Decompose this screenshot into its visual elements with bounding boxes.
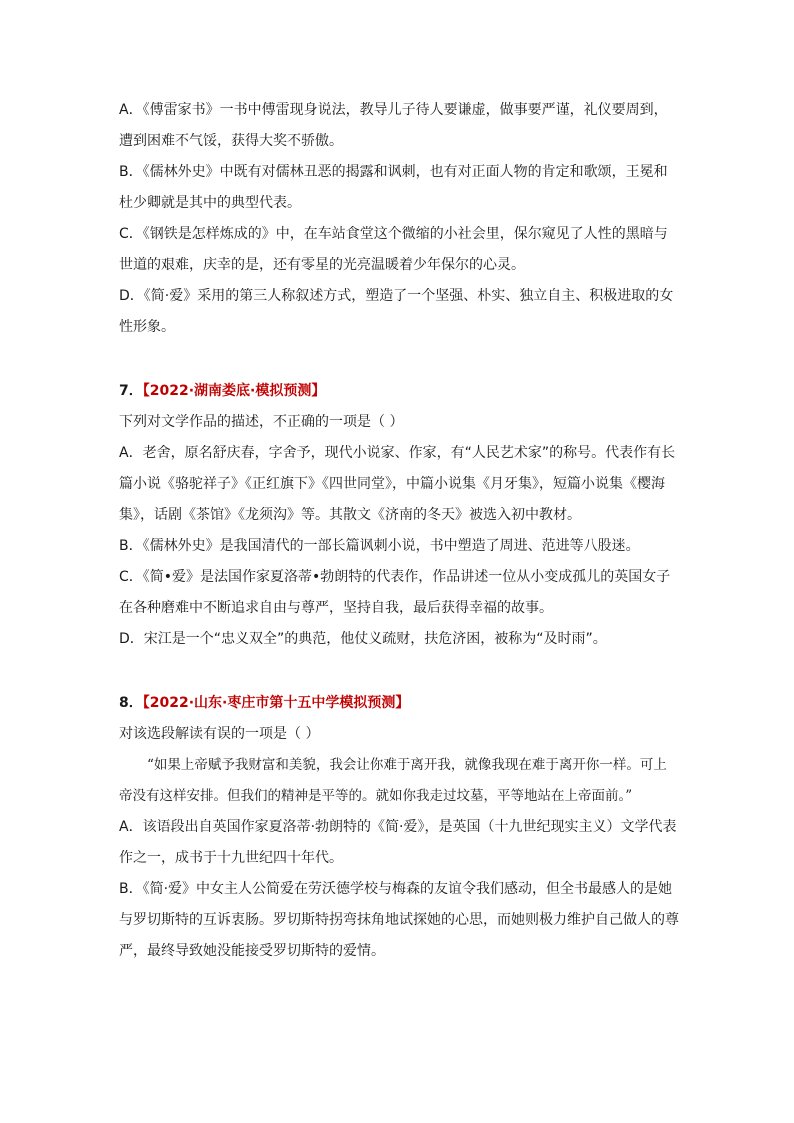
q8-option-b: B．《简·爱》中女主人公简爱在劳沃德学校与梅森的友谊令我们感动，但全书最感人的是她与罗切斯特的互诉衷肠。罗切斯特拐弯抹角地试探她的心思，而她则极力维护自己做人的尊严，最终导致她没能接受罗切斯特的爱情。 [119, 881, 679, 959]
q7-heading [119, 376, 679, 407]
q6-option-c: C．《钢铁是怎样炼成的》中，在车站食堂这个微缩的小社会里，保尔窥见了人性的黑暗与世道的艰难，庆幸的是，还有零星的光亮温暖着少年保尔的心灵。 [119, 226, 668, 273]
q7-stem: 下列对文学作品的描述，不正确的一项是（ ） [119, 414, 404, 430]
q6-option-a: A．《傅雷家书》一书中傅雷现身说法，教导儿子待人要谦虚，做事要严谨，礼仪要周到，遭到困难不气馁，获得大奖不骄傲。 [119, 102, 668, 149]
q7-number: 7． [119, 383, 143, 399]
q7-source: 【2022·湖南娄底·模拟预测】 [142, 383, 326, 399]
q7-option-b: B．《儒林外史》是我国清代的一部长篇讽刺小说，书中塑造了周进、范进等八股迷。 [119, 538, 640, 554]
q8-stem: 对该选段解读有误的一项是（ ） [119, 726, 320, 742]
q8-heading [119, 688, 679, 719]
spacer [119, 343, 679, 376]
document-content [119, 95, 679, 967]
q7-option-c: C．《简•爱》是法国作家夏洛蒂•勃朗特的代表作，作品讲述一位从小变成孤儿的英国女子在各种磨难中不断追求自由与尊严，坚持自我，最后获得幸福的故事。 [119, 569, 671, 616]
q8-number: 8． [119, 695, 143, 711]
q8-quote: “如果上帝赋予我财富和美貌，我会让你难于离开我，就像我现在难于离开你一样。可上帝没有这样安排。但我们的精神是平等的。就如你我走过坟墓，平等地站在上帝面前。” [119, 757, 667, 804]
q8-source: 【2022·山东·枣庄市第十五中学模拟预测】 [142, 695, 410, 711]
spacer [119, 655, 679, 688]
q7-option-a: A．老舍，原名舒庆春，字舍予，现代小说家、作家，有“人民艺术家”的称号。代表作有长篇小说《骆驼祥子》《正红旗下》《四世同堂》，中篇小说集《月牙集》，短篇小说集《樱海集》，话剧《茶馆》《龙须沟》等。其散文《济南的冬天》被选入初中教材。 [119, 445, 676, 523]
q6-option-d: D．《简·爱》采用的第三人称叙述方式，塑造了一个坚强、朴实、独立自主、积极进取的女性形象。 [119, 288, 674, 335]
q7-option-d: D．宋江是一个“忠义双全”的典范，他仗义疏财，扶危济困，被称为“及时雨”。 [119, 631, 607, 647]
q6-option-b: B．《儒林外史》中既有对儒林丑恶的揭露和讽刺，也有对正面人物的肯定和歌颂，王冕和杜少卿就是其中的典型代表。 [119, 164, 668, 211]
q8-option-a: A．该语段出自英国作家夏洛蒂·勃朗特的《简·爱》，是英国（十九世纪现实主义）文学代表作之一，成书于十九世纪四十年代。 [119, 819, 677, 866]
